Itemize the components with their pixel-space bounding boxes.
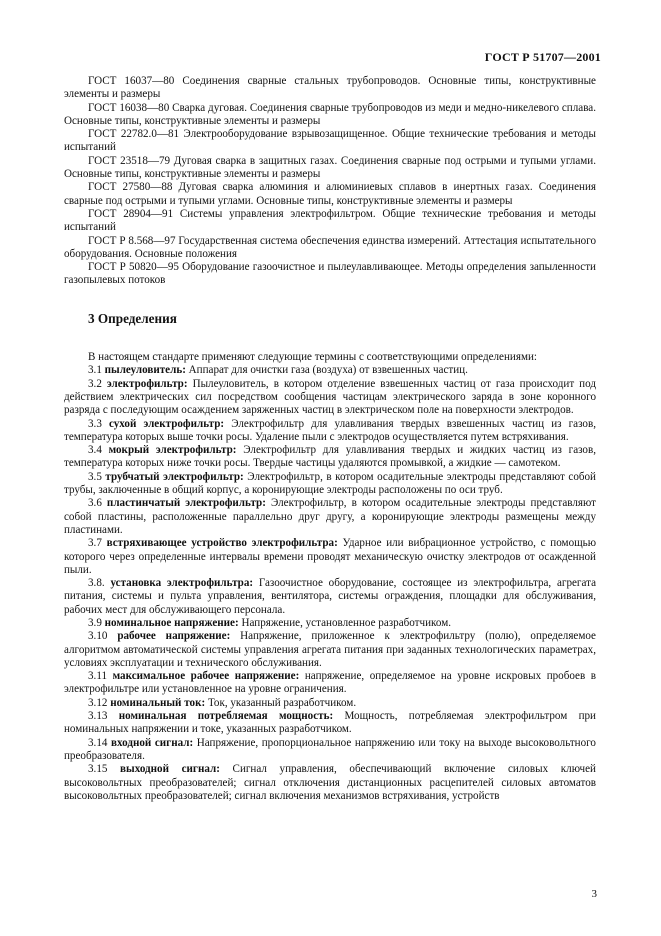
- document-body: [64, 75, 596, 803]
- definition-number: 3.13: [88, 710, 108, 723]
- definition-text: Напряжение, пропорциональное напряжению или току на выходе высоковольтного преобразователя.: [64, 736, 596, 762]
- reference-item: ГОСТ Р 50820—95 Оборудование газоочистное и пылеулавливающее. Методы определения запыленности газопылевых потоков: [64, 261, 596, 287]
- definition-number: 3.12: [88, 696, 108, 709]
- definition-number: 3.2: [88, 377, 102, 390]
- definition-item: [64, 630, 596, 670]
- section-intro: В настоящем стандарте применяют следующие термины с соответствующими определениями:: [88, 351, 537, 364]
- definition-item: [64, 737, 596, 764]
- definition-text: Электрофильтр для улавливания твердых взвешенных частиц из газов, температура которых выше точки росы. Удаление пыли с электродов осуществляется путем встряхивания.: [64, 417, 596, 443]
- definition-item: [64, 364, 596, 377]
- definition-number: 3.1: [88, 364, 102, 377]
- definition-term: рабочее напряжение:: [117, 630, 231, 643]
- reference-item: ГОСТ Р 8.568—97 Государственная система обеспечения единства измерений. Аттестация испытательного оборудования. Основные положения: [64, 234, 596, 260]
- definition-term: пылеуловитель:: [104, 364, 186, 377]
- definition-text: Ток, указанный разработчиком.: [207, 696, 357, 709]
- definition-text: Электрофильтр для улавливания твердых и жидких частиц из газов, температура которых ниже точки росы. Твердые частицы удаляются промывкой, а жидкие — самотеком.: [64, 444, 596, 470]
- definition-number: 3.15: [88, 763, 108, 776]
- definition-term: электрофильтр:: [106, 377, 188, 390]
- definition-number: 3.11: [88, 670, 108, 683]
- definition-item: [64, 471, 596, 498]
- definition-text: Сигнал управления, обеспечивающий включение силовых ключей высоковольтных преобразователей; сигнал отключения дистанционных расцепителей силовых автоматов высоковольтных преобразователей; сигнал включения механизмов встряхивания, устройств: [64, 763, 596, 802]
- definition-text: Электрофильтр, в котором осадительные электроды представляют собой пластины, расположенные параллельно друг другу, а коронирующие электроды размещены между пластинами.: [64, 497, 596, 536]
- section-heading: 3 Определения: [88, 310, 177, 326]
- definition-text: Мощность, потребляемая электрофильтром при номинальных напряжении и токе, указанных разработчиком.: [64, 710, 596, 736]
- definition-text: напряжение, определяемое на уровне искровых пробоев в электрофильтре или установленное на уровне ограничения.: [64, 670, 596, 696]
- definition-number: 3.4: [88, 444, 102, 457]
- definition-term: установка электрофильтра:: [110, 577, 254, 590]
- definition-number: 3.8.: [88, 577, 105, 590]
- document-header: ГОСТ Р 51707—2001: [484, 50, 601, 64]
- page-number: 3: [591, 888, 597, 900]
- definition-text: Напряжение, установленное разработчиком.: [241, 616, 451, 629]
- reference-item: ГОСТ 22782.0—81 Электрооборудование взрывозащищенное. Общие технические требования и методы испытаний: [64, 128, 596, 154]
- definition-term: мокрый электрофильтр:: [108, 444, 237, 457]
- definition-item: [64, 444, 596, 471]
- reference-item: ГОСТ 16038—80 Сварка дуговая. Соединения сварные трубопроводов из меди и медно-никелевого сплава. Основные типы, конструктивные элементы и размеры: [64, 101, 596, 127]
- definition-term: максимальное рабочее напряжение:: [112, 670, 300, 683]
- definition-term: встряхивающее устройство электрофильтра:: [106, 537, 338, 550]
- definition-number: 3.5: [88, 470, 102, 483]
- definition-number: 3.6: [88, 497, 102, 510]
- definition-term: трубчатый электрофильтр:: [105, 470, 244, 483]
- definition-text: Ударное или вибрационное устройство, с помощью которого через определенные интервалы времени проводят механическую очистку электродов от осажденной пыли.: [64, 537, 597, 576]
- definition-term: номинальная потребляемая мощность:: [118, 710, 334, 723]
- definition-item: [64, 763, 596, 803]
- normative-references: [64, 75, 596, 288]
- definition-item: [64, 617, 596, 630]
- definition-text: Электрофильтр, в котором осадительные электроды представляют собой трубы, заключенные в общий корпус, а коронирующие электроды расположены по оси труб.: [64, 470, 596, 497]
- definition-item: [64, 577, 596, 617]
- definitions-list: [64, 364, 596, 803]
- reference-item: ГОСТ 16037—80 Соединения сварные стальных трубопроводов. Основные типы, конструктивные элементы и размеры: [64, 75, 596, 101]
- definition-text: Аппарат для очистки газа (воздуха) от взвешенных частиц.: [188, 364, 468, 377]
- definition-item: [64, 710, 596, 737]
- definition-item: [64, 537, 596, 577]
- definition-term: пластинчатый электрофильтр:: [106, 497, 266, 510]
- definition-term: номинальный ток:: [110, 696, 206, 709]
- definition-term: входной сигнал:: [111, 736, 194, 749]
- reference-item: ГОСТ 28904—91 Системы управления электрофильтром. Общие технические требования и методы испытаний: [64, 207, 596, 234]
- definition-item: [64, 378, 596, 418]
- reference-item: ГОСТ 23518—79 Дуговая сварка в защитных газах. Соединения сварные под острыми и тупыми углами. Основные типы, конструктивные элементы и размеры: [64, 154, 596, 181]
- definition-item: [64, 497, 596, 537]
- definition-term: выходной сигнал:: [120, 763, 220, 776]
- definition-text: Напряжение, приложенное к электрофильтру (полю), определяемое алгоритмом автоматической системы управления агрегата питания при заданных технологических параметрах, условиях эксплуатации и технического обслуживания.: [64, 630, 596, 669]
- definition-number: 3.14: [88, 736, 108, 749]
- definition-term: номинальное напряжение:: [104, 616, 239, 629]
- reference-item: ГОСТ 27580—88 Дуговая сварка алюминия и алюминиевых сплавов в инертных газах. Соединения сварные под острыми и тупыми углами. Основные типы, конструктивные элементы и размеры: [64, 181, 596, 207]
- definition-item: [64, 670, 596, 697]
- definition-item: [64, 418, 596, 445]
- definition-number: 3.3: [88, 417, 102, 430]
- definition-number: 3.7: [88, 537, 102, 550]
- definition-text: Пылеуловитель, в котором отделение взвешенных частиц от газа происходит под действием электрических сил посредством сообщения частицам электрического заряда в зоне коронного разряда с последующим осаждением заряженных частиц в электрическом поле на поверхности электродов.: [64, 377, 596, 417]
- definition-number: 3.9: [88, 616, 102, 629]
- definition-number: 3.10: [88, 630, 108, 643]
- definition-text: Газоочистное оборудование, состоящее из электрофильтра, агрегата питания, системы и пульта управления, вентилятора, системы ограждения, площадки для обслуживания, рабочих мест для обслуживающего персонала.: [64, 577, 597, 616]
- definition-term: сухой электрофильтр:: [108, 417, 225, 430]
- definition-item: [64, 697, 596, 710]
